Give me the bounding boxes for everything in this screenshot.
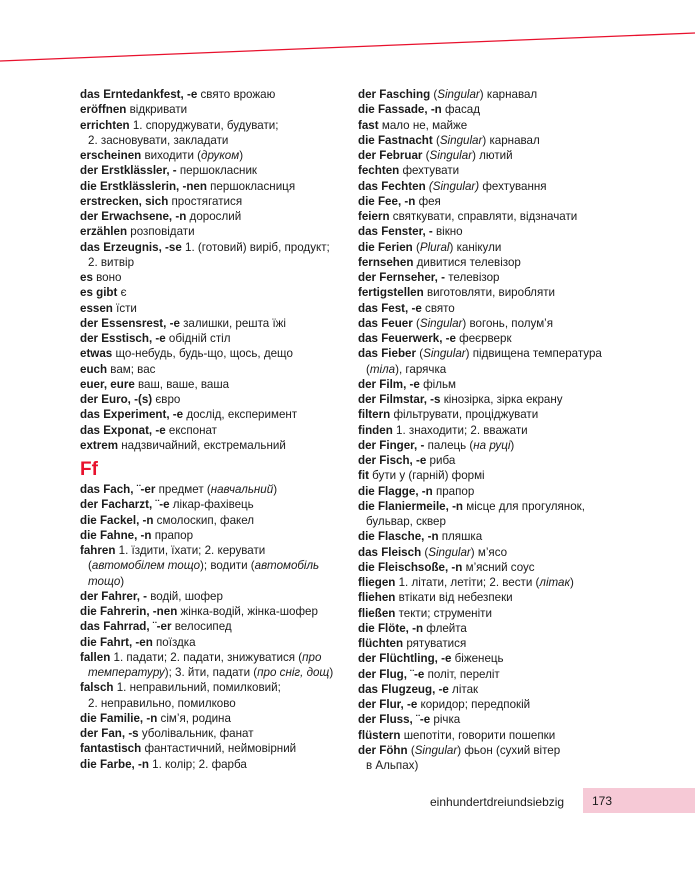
- gloss: ) фьон (сухий вітер: [457, 743, 561, 757]
- dictionary-entry: [358, 194, 658, 209]
- dictionary-entry-continuation: [80, 665, 350, 680]
- headword: etwas: [80, 347, 113, 361]
- headword: das Erntedankfest, -e: [80, 88, 198, 101]
- gloss: 2. засновувати, закладати: [88, 133, 229, 147]
- headword: die Flöte, -n: [358, 621, 424, 635]
- gloss: (: [366, 362, 370, 376]
- gloss: флейта: [423, 621, 467, 635]
- dictionary-entry: [80, 194, 350, 209]
- dictionary-entry: [358, 331, 658, 346]
- headword: die Fahrt, -en: [80, 635, 153, 649]
- headword: errichten: [80, 118, 130, 132]
- dictionary-entry: [80, 513, 350, 528]
- dictionary-entry: [358, 301, 658, 316]
- headword: fantastisch: [80, 742, 142, 756]
- dictionary-entry: [358, 377, 658, 392]
- gloss: 1. неправильний, помилковий;: [113, 681, 281, 695]
- gloss-italic: на руці: [473, 438, 511, 452]
- gloss-italic: літак: [539, 576, 570, 589]
- dictionary-entry: [80, 741, 350, 756]
- dictionary-entry: [80, 102, 350, 117]
- headword: die Farbe, -n: [80, 757, 149, 771]
- page-number-words: einhundertdreiundsiebzig: [430, 795, 565, 809]
- gloss: бульвар, сквер: [366, 515, 446, 528]
- headword: flüchten: [358, 637, 404, 650]
- headword: die Flaniermeile, -n: [358, 499, 464, 513]
- headword: essen: [80, 301, 113, 315]
- dictionary-entry: [80, 346, 350, 361]
- headword: der Fasching: [358, 88, 431, 101]
- headword: filtern: [358, 408, 391, 422]
- dictionary-entry: [80, 482, 350, 497]
- gloss: ): [120, 574, 125, 588]
- gloss: 1. споруджувати, будувати;: [129, 118, 279, 132]
- gloss: біженець: [451, 652, 504, 666]
- dictionary-entry: [358, 697, 658, 712]
- dictionary-entry: [80, 604, 350, 619]
- right-column: [358, 87, 658, 773]
- headword: die Fackel, -n: [80, 513, 154, 527]
- gloss: в Альпах): [366, 759, 419, 772]
- dictionary-entry: [358, 102, 658, 117]
- gloss: ): [239, 149, 244, 162]
- dictionary-entry-continuation: [358, 758, 658, 773]
- dictionary-entry: [358, 545, 658, 560]
- headword: das Flugzeug, -e: [358, 682, 449, 696]
- headword: das Erzeugnis, -se: [80, 240, 182, 254]
- dictionary-entry: [358, 590, 658, 605]
- gloss: (: [88, 559, 92, 573]
- dictionary-entry: [358, 392, 658, 407]
- headword: es: [80, 271, 93, 284]
- gloss: поїздка: [152, 635, 196, 649]
- gloss: (: [407, 743, 415, 757]
- gloss: 1. колір; 2. фарба: [148, 757, 247, 771]
- dictionary-entry: [80, 680, 350, 695]
- gloss: текти; струменіти: [395, 606, 492, 620]
- header-rule: [0, 0, 695, 80]
- gloss: (: [412, 240, 420, 254]
- headword: das Fahrrad, ¨-er: [80, 620, 172, 634]
- dictionary-entry: [80, 209, 350, 224]
- gloss: ): [273, 483, 278, 496]
- gloss: 1. літати, летіти; 2. вести (: [395, 576, 540, 589]
- gloss: фасад: [441, 103, 480, 117]
- headword: finden: [358, 423, 393, 437]
- gloss: палець (: [424, 438, 474, 452]
- headword: fahren: [80, 544, 116, 557]
- gloss: 2. неправильно, помилково: [88, 696, 236, 710]
- gloss: ваш, ваше, ваша: [134, 377, 230, 391]
- dictionary-entry: [358, 316, 658, 331]
- headword: das Feuerwerk, -e: [358, 332, 456, 345]
- gloss: простягатися: [168, 194, 243, 208]
- gloss: першокласниця: [206, 179, 296, 193]
- gloss: лікар-фахівець: [169, 498, 254, 512]
- dictionary-entry: [80, 285, 350, 300]
- gloss: 1. їздити, їхати; 2. керувати: [115, 544, 266, 557]
- dictionary-entry: [80, 423, 350, 438]
- dictionary-entry: [80, 711, 350, 726]
- gloss-italic: автомобіль: [254, 559, 320, 573]
- headword: fließen: [358, 606, 396, 620]
- dictionary-entry: [358, 606, 658, 621]
- headword: das Fieber: [358, 347, 416, 361]
- headword: fernsehen: [358, 255, 414, 269]
- headword: das Fleisch: [358, 545, 422, 559]
- gloss: фільтрувати, проціджувати: [390, 408, 539, 422]
- dictionary-entry: [358, 667, 658, 682]
- gloss: (: [421, 545, 429, 559]
- dictionary-entry: [358, 209, 658, 224]
- gloss: ) карнавал: [482, 133, 540, 147]
- dictionary-entry-continuation: [80, 574, 350, 589]
- gloss: жінка-водій, жінка-шофер: [177, 605, 318, 618]
- gloss: дорослий: [186, 210, 242, 223]
- headword: der Fisch, -e: [358, 454, 427, 467]
- dictionary-entry: [358, 453, 658, 468]
- headword: die Fee, -n: [358, 194, 416, 208]
- dictionary-entry: [80, 362, 350, 377]
- headword: der Filmstar, -s: [358, 393, 441, 406]
- gloss-italic: тіла: [369, 362, 396, 376]
- dictionary-entry: [80, 438, 350, 453]
- gloss-italic: друком: [201, 149, 240, 162]
- gloss-italic: Singular: [419, 316, 463, 330]
- dictionary-entry-continuation: [80, 558, 350, 573]
- gloss: кінозірка, зірка екрану: [440, 393, 563, 406]
- gloss: предмет (: [155, 483, 211, 496]
- dictionary-entry: [80, 635, 350, 650]
- headword: der Erwachsene, -n: [80, 210, 187, 223]
- headword: der Flug, ¨-e: [358, 667, 425, 681]
- headword: das Fach, ¨-er: [80, 483, 156, 496]
- gloss: фея: [415, 194, 441, 208]
- headword: erscheinen: [80, 149, 142, 162]
- dictionary-entry: [358, 179, 658, 194]
- headword: flüstern: [358, 728, 401, 742]
- gloss: річка: [430, 713, 461, 727]
- dictionary-entry: [358, 270, 658, 285]
- dictionary-entry: [80, 240, 350, 255]
- dictionary-entry: [80, 316, 350, 331]
- headword: der Facharzt, ¨-e: [80, 498, 170, 512]
- gloss: (: [412, 316, 420, 330]
- headword: fit: [358, 469, 369, 483]
- headword: die Fahne, -n: [80, 528, 152, 542]
- gloss: виготовляти, виробляти: [423, 286, 556, 300]
- dictionary-entry: [80, 224, 350, 239]
- dictionary-entry: [80, 148, 350, 163]
- gloss: дивитися телевізор: [413, 255, 521, 269]
- headword: erzählen: [80, 225, 128, 239]
- dictionary-entry: [80, 589, 350, 604]
- gloss: прапор: [151, 528, 194, 542]
- gloss: велосипед: [171, 620, 232, 634]
- gloss: ); 3. йти, падати (: [164, 666, 258, 679]
- gloss: що-небудь, будь-що, щось, дещо: [112, 347, 293, 361]
- dictionary-entry: [358, 438, 658, 453]
- dictionary-entry: [358, 575, 658, 590]
- gloss: євро: [152, 393, 181, 406]
- gloss: виходити (: [141, 149, 202, 162]
- gloss-italic: про сніг, дощ: [257, 666, 330, 679]
- headword: fallen: [80, 650, 111, 664]
- gloss: телевізор: [445, 271, 500, 284]
- headword: der Esstisch, -e: [80, 332, 166, 345]
- gloss-italic: Singular: [437, 88, 480, 101]
- gloss: політ, переліт: [424, 667, 500, 681]
- gloss-italic: тощо: [88, 574, 121, 588]
- gloss: пляшка: [438, 530, 483, 544]
- dictionary-entry: [80, 757, 350, 772]
- dictionary-entry: [358, 529, 658, 544]
- headword: die Flagge, -n: [358, 484, 433, 498]
- dictionary-entry: [358, 682, 658, 697]
- dictionary-entry: [80, 331, 350, 346]
- headword: der Film, -e: [358, 377, 420, 391]
- headword: fertigstellen: [358, 286, 424, 300]
- headword: das Feuer: [358, 316, 413, 330]
- dictionary-entry: [358, 133, 658, 148]
- gloss: залишки, решта їжі: [179, 316, 287, 330]
- gloss: розповідати: [127, 225, 195, 239]
- dictionary-entry: [80, 528, 350, 543]
- gloss: ) канікули: [449, 240, 502, 254]
- dictionary-entry: [358, 240, 658, 255]
- dictionary-entry: [358, 712, 658, 727]
- gloss: феєрверк: [455, 332, 512, 345]
- gloss: (: [416, 347, 424, 361]
- gloss: є: [117, 286, 127, 300]
- gloss: вам; вас: [107, 362, 156, 376]
- headword: der Fernseher, -: [358, 271, 445, 284]
- gloss: ) підвищена температура: [465, 347, 602, 361]
- gloss: першокласник: [176, 164, 257, 178]
- dictionary-entry: [358, 346, 658, 361]
- gloss-italic: (Singular): [428, 179, 480, 193]
- gloss: втікати від небезпеки: [395, 591, 513, 605]
- gloss: водій, шофер: [147, 589, 223, 603]
- headword: fliegen: [358, 576, 396, 589]
- headword: euer, eure: [80, 377, 135, 391]
- headword: feiern: [358, 210, 390, 223]
- dictionary-entry: [358, 407, 658, 422]
- gloss: надзвичайний, екстремальний: [118, 438, 286, 452]
- gloss: (: [432, 133, 440, 147]
- headword: extrem: [80, 438, 119, 452]
- dictionary-entry: [358, 255, 658, 270]
- gloss: фільм: [419, 377, 456, 391]
- dictionary-entry: [358, 743, 658, 758]
- gloss: (: [430, 88, 438, 101]
- gloss: 1. (готовий) виріб, продукт;: [181, 240, 330, 254]
- headword: erstrecken, sich: [80, 194, 169, 208]
- gloss: риба: [426, 454, 456, 467]
- headword: der Fluss, ¨-e: [358, 713, 431, 727]
- dictionary-entry-continuation: [358, 362, 658, 377]
- dictionary-entry-continuation: [358, 514, 658, 529]
- gloss: дослід, експеримент: [183, 408, 298, 422]
- gloss: ); водити (: [200, 559, 255, 573]
- gloss: бути у (гарній) формі: [368, 469, 485, 483]
- dictionary-entry: [80, 118, 350, 133]
- headword: der Fahrer, -: [80, 589, 148, 603]
- headword: es gibt: [80, 286, 118, 300]
- gloss-italic: навчальний: [210, 483, 274, 496]
- dictionary-entry: [80, 179, 350, 194]
- gloss: 1. падати; 2. падати, знижуватися (: [110, 650, 303, 664]
- gloss: фехтування: [479, 179, 547, 193]
- gloss: обідній стіл: [165, 332, 231, 345]
- gloss-italic: Singular: [423, 347, 466, 361]
- headword: die Fleischsoße, -n: [358, 560, 463, 574]
- headword: das Exponat, -e: [80, 423, 166, 437]
- headword: der Februar: [358, 149, 423, 162]
- headword: die Fassade, -n: [358, 103, 442, 117]
- gloss-italic: Singular: [439, 133, 483, 147]
- headword: das Fenster, -: [358, 225, 433, 239]
- dictionary-entry: [358, 87, 658, 102]
- gloss: літак: [448, 682, 479, 696]
- gloss: вікно: [432, 225, 463, 239]
- headword: der Erstklässler, -: [80, 164, 177, 178]
- dictionary-entry: [80, 543, 350, 558]
- headword: fast: [358, 118, 379, 132]
- headword: die Fastnacht: [358, 133, 433, 147]
- gloss: ): [510, 438, 515, 452]
- gloss: місце для прогулянок,: [463, 499, 585, 513]
- gloss: коридор; передпокій: [417, 698, 531, 711]
- gloss: ) вогонь, полум’я: [462, 316, 554, 330]
- headword: das Fechten: [358, 179, 426, 193]
- dictionary-entry: [358, 728, 658, 743]
- headword: das Experiment, -e: [80, 408, 184, 422]
- dictionary-entry: [80, 726, 350, 741]
- gloss: сім’я, родина: [157, 711, 231, 725]
- dictionary-entry: [80, 497, 350, 512]
- dictionary-entry: [80, 392, 350, 407]
- gloss: м’ясний соус: [462, 560, 535, 574]
- headword: euch: [80, 362, 108, 376]
- gloss: рятуватися: [403, 637, 467, 650]
- headword: der Flüchtling, -e: [358, 652, 452, 666]
- section-heading: Ff: [80, 459, 98, 480]
- headword: der Finger, -: [358, 438, 425, 452]
- page-number: 173: [592, 794, 613, 808]
- headword: der Essensrest, -e: [80, 316, 180, 330]
- dictionary-entry: [80, 619, 350, 634]
- dictionary-entry: [358, 285, 658, 300]
- dictionary-entry: [358, 560, 658, 575]
- headword: die Flasche, -n: [358, 530, 439, 544]
- dictionary-entry: [80, 163, 350, 178]
- headword: fechten: [358, 164, 400, 178]
- gloss: 2. витвір: [88, 255, 135, 269]
- headword: der Flur, -e: [358, 698, 418, 711]
- dictionary-entry: [80, 377, 350, 392]
- gloss: ): [569, 576, 574, 589]
- gloss: (: [422, 149, 430, 162]
- dictionary-entry: [358, 224, 658, 239]
- headword: fliehen: [358, 591, 396, 605]
- dictionary-entry: [80, 87, 350, 102]
- gloss: ): [329, 666, 334, 679]
- gloss: фехтувати: [399, 164, 460, 178]
- dictionary-entry: [80, 407, 350, 422]
- dictionary-entry: [80, 301, 350, 316]
- headword: die Familie, -n: [80, 711, 158, 725]
- gloss: воно: [92, 271, 122, 284]
- headword: eröffnen: [80, 103, 127, 117]
- dictionary-entry: [358, 468, 658, 483]
- dictionary-entry: [80, 270, 350, 285]
- dictionary-entry: [358, 118, 658, 133]
- gloss: відкривати: [126, 103, 188, 117]
- dictionary-entry: [358, 484, 658, 499]
- dictionary-entry-continuation: [80, 133, 350, 148]
- dictionary-entry: [358, 499, 658, 514]
- gloss: шепотіти, говорити пошепки: [400, 728, 556, 742]
- headword: die Fahrerin, -nen: [80, 605, 178, 618]
- dictionary-entry-continuation: [80, 696, 350, 711]
- headword: die Erstklässlerin, -nen: [80, 179, 207, 193]
- dictionary-entry: [358, 651, 658, 666]
- gloss-italic: Singular: [414, 743, 458, 757]
- gloss: 1. знаходити; 2. вважати: [392, 423, 528, 437]
- headword: das Fest, -e: [358, 301, 422, 315]
- gloss-italic: Plural: [419, 240, 450, 254]
- headword: der Föhn: [358, 743, 408, 757]
- dictionary-entry: [80, 650, 350, 665]
- gloss: їсти: [112, 301, 137, 315]
- gloss: свято: [421, 301, 455, 315]
- gloss: святкувати, справляти, відзначати: [389, 210, 578, 223]
- dictionary-entry: [358, 621, 658, 636]
- gloss: ) лютий: [472, 149, 513, 162]
- gloss: свято врожаю: [197, 88, 276, 101]
- gloss: смолоскип, факел: [153, 513, 255, 527]
- gloss-italic: про: [302, 650, 322, 664]
- gloss-italic: автомобілем тощо: [91, 559, 201, 573]
- gloss: фантастичний, неймовірний: [141, 742, 297, 756]
- gloss: мало не, майже: [378, 118, 468, 132]
- dictionary-entry: [358, 636, 658, 651]
- gloss: ) м’ясо: [470, 545, 508, 559]
- gloss-italic: температуру: [88, 666, 165, 679]
- dictionary-entry: [358, 148, 658, 163]
- dictionary-entry: [358, 163, 658, 178]
- gloss-italic: Singular: [429, 149, 473, 162]
- dictionary-entry: [358, 423, 658, 438]
- dictionary-entry-continuation: [80, 255, 350, 270]
- left-column: [80, 87, 350, 772]
- gloss: експонат: [165, 423, 217, 437]
- headword: der Euro, -(s): [80, 393, 153, 406]
- gloss-italic: Singular: [428, 545, 471, 559]
- gloss: ), гарячка: [395, 362, 447, 376]
- headword: der Fan, -s: [80, 727, 139, 740]
- gloss: ) карнавал: [479, 88, 538, 101]
- gloss: прапор: [432, 484, 475, 498]
- gloss: уболівальник, фанат: [138, 727, 254, 740]
- headword: die Ferien: [358, 240, 413, 254]
- headword: falsch: [80, 681, 114, 695]
